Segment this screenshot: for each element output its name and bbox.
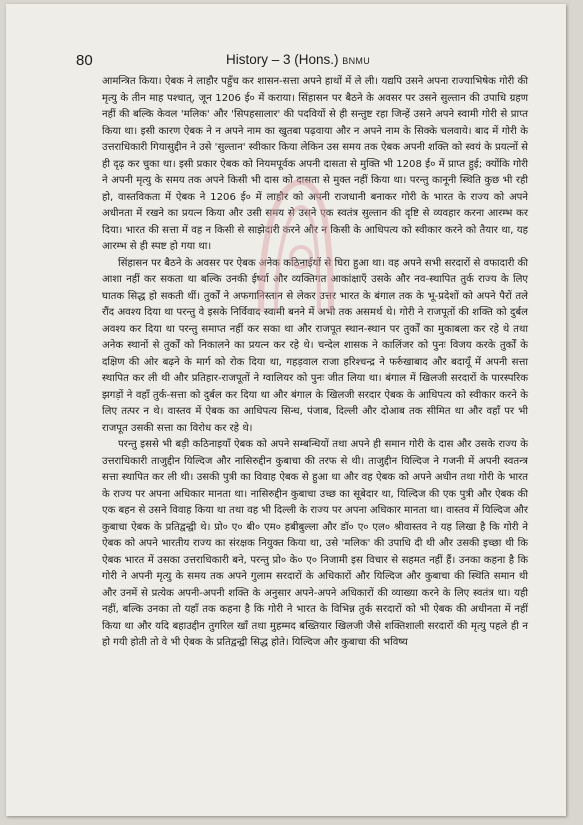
running-head [226,52,370,67]
document-page [6,4,566,816]
paragraph-3: परन्तु इससे भी बड़ी कठिनाइयाँ ऐबक को अपने सम्बन्धियों तथा अपने ही समान गोरी के दास और उसके राज्य के उत्तराधिकारी ताजुद्दीन यिल्दिज और नासिरुद्दीन कुबाचा की तरफ से थी। ताजुद्दीन यिल्दिज ने गजनी में अपनी स्वतन्त्र सत्ता स्थापित कर ली थी। उसकी पुत्री का विवाह ऐबक से हुआ था और वह ऐबक को अपने अधीन तथा गोरी के भारत के राज्य पर अपना अधिकार मानता था। नासिरुद्दीन कुबाचा उच्छ का सूबेदार था, यिल्दिज की एक पुत्री और ऐबक की एक बहन से उसने विवाह किया था तथा वह भी दिल्ली के राज्य पर अपना अधिकार मानता था। वास्तव में यिल्दिज और कुबाचा ऐबक के प्रतिद्वन्द्वी थे। प्रो० ए० बी० एम० हबीबुल्ला और डॉ० ए० एल० श्रीवास्तव ने यह लिखा है कि गोरी ने ऐबक को अपने भारतीय राज्य का संरक्षक नियुक्त किया था, उसे 'मलिक' की उपाधि दी थी और उसकी इच्छा थी कि ऐबक भारत में उसका उत्तराधिकारी बने, परन्तु प्रो० के० ए० निजामी इस विचार से सहमत नहीं हैं। उनका कहना है कि गोरी ने अपनी मृत्यु के समय तक अपने गुलाम सरदारों के अधिकारों और यिल्दिज और कुबाचा की स्थिति समान थी और उनमें से प्रत्येक अपनी-अपनी शक्ति के अनुसार अपने-अपने अधिकारों की व्याख्या करने के लिए स्वतंत्र था। यही नहीं, बल्कि उनका तो यहाँ तक कहना है कि गोरी ने भारत के विभिन्न तुर्क सरदारों को भी ऐबक की अधीनता में नहीं किया था और यदि बहाउद्दीन तुगरिल खाँ तथा मुहम्मद बख्तियार खिलजी जैसे शक्तिशाली सरदारों की मृत्यु पहले ही न हो गयी होती तो वे भी ऐबक के प्रतिद्वन्द्वी सिद्ध होते। यिल्दिज और कुबाचा की भविष्य [102,439,528,648]
running-head-title: History – 3 (Hons.) [226,52,339,67]
page-header [76,52,536,70]
paragraph-2: सिंहासन पर बैठने के अवसर पर ऐबक अनेक कठिनाईयों से घिरा हुआ था। वह अपने सभी सरदारों से वफादारी की आशा नहीं कर सकता था बल्कि उनकी ईर्ष्या और व्यक्तिगत आकांक्षाएँ उसके और नव-स्थापित तुर्क राज्य के लिए घातक सिद्ध हो सकती थीं। तुर्कों ने अफगानिस्तान से लेकर उत्तर भारत के बंगाल तक के भू-प्रदेशों को अपने पैरों तले रौंद अवश्य दिया था परन्तु वे इसके निर्विवाद स्वामी बनने में अभी तक असमर्थ थे। गोरी ने राजपूतों की शक्ति को दुर्बल अवश्य कर दिया था परन्तु समाप्त नहीं कर सका था और राजपूत स्थान-स्थान पर तुर्कों का मुकाबला कर रहे थे तथा अनेक स्थानों से तुर्कों को निकालने का प्रयत्न कर रहे थे। चन्देल शासक ने कालिंजर को पुनः विजय करके तुर्कों के दक्षिण की ओर बढ़ने के मार्ग को रोक दिया था, गहड़वाल राजा हरिश्चन्द्र ने फर्रुखाबाद और बदायूँ में अपनी सत्ता स्थापित कर ली थी और प्रतिहार-राजपूतों ने ग्वालियर को पुनः जीत लिया था। बंगाल में खिलजी सरदारों के पारस्परिक झगड़ों ने वहाँ तुर्क-सत्ता को दुर्बल कर दिया था और बंगाल के खिलजी सरदार ऐबक के आधिपत्य को स्वीकार करने के लिए तत्पर न थे। वास्तव में ऐबक का आधिपत्य सिन्ध, पंजाब, दिल्ली और दोआब तक सीमित था और वहाँ पर भी राजपूत उसकी सत्ता का विरोध कर रहे थे। [102,257,528,434]
running-head-tag: BNMU [342,56,370,66]
page-number: 80 [76,52,93,69]
body-text [102,74,528,652]
paragraph-1: आमन्त्रित किया। ऐबक ने लाहौर पहुँच कर शासन-सत्ता अपने हाथों में ले ली। यद्यपि उसने अपना राज्याभिषेक गोरी की मृत्यु के तीन माह पश्चात्, जून 1206 ई० में कराया। सिंहासन पर बैठने के अवसर पर उसने सुल्तान की उपाधि ग्रहण नहीं की बल्कि केवल 'मलिक' और 'सिपहसालार' की पदवियों से ही सन्तुष्ट रहा जिन्हें उसने अपने स्वामी गोरी से प्राप्त किया था। इसी कारण ऐबक ने न अपने नाम का खुतबा पढ़वाया और न अपने नाम के सिक्के चलवाये। बाद में गोरी के उत्तराधिकारी गियासुद्दीन ने उसे 'सुल्तान' स्वीकार किया लेकिन उस समय तक ऐबक अपनी शक्ति को स्वयं के प्रयत्नों से ही दृढ़ कर चुका था। इसी प्रकार ऐबक को नियमपूर्वक अपनी दासता से मुक्ति भी 1208 ई० में प्राप्त हुई; क्योंकि गोरी ने अपनी मृत्यु के समय तक अपने किसी भी दास को दासता से मुक्त नहीं किया था। परन्तु कानूनी स्थिति कुछ भी रही हो, वास्तविकता में ऐबक ने 1206 ई० में लाहौर को अपनी राजधानी बनाकर गोरी के भारत के राज्य को अपने अधीनता में रखने का प्रयत्न किया और उसी समय से उसने एक स्वतंत्र सुल्तान की दृष्टि से व्यवहार करना आरम्भ कर दिया। भारत की सत्ता में वह न किसी से साझेदारी करने और न किसी के आधिपत्य को स्वीकार करने को तैयार था, यह आरम्भ से ही स्पष्ट हो गया था। [102,76,528,252]
